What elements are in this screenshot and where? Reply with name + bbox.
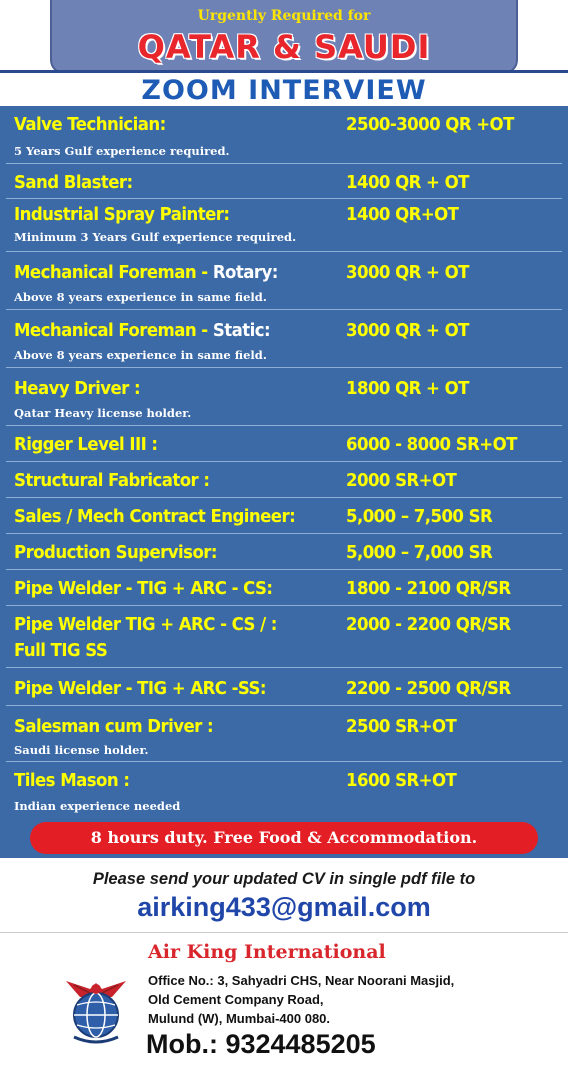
job-salary: 2000 SR+OT xyxy=(346,470,457,491)
job-title-line2: Full TIG SS xyxy=(14,640,108,661)
job-note: Qatar Heavy license holder. xyxy=(14,406,192,420)
job-salary: 2500-3000 QR +OT xyxy=(346,114,514,135)
job-title: Heavy Driver : xyxy=(14,378,141,399)
job-title: Tiles Mason : xyxy=(14,770,130,791)
job-row xyxy=(6,708,562,762)
zoom-interview-banner xyxy=(0,70,568,108)
job-row xyxy=(6,370,562,426)
job-row xyxy=(6,254,562,310)
job-salary: 3000 QR + OT xyxy=(346,320,469,341)
job-row xyxy=(6,312,562,368)
job-title: Sand Blaster: xyxy=(14,172,133,193)
job-note: Minimum 3 Years Gulf experience required. xyxy=(14,230,297,244)
company-footer xyxy=(0,932,568,1080)
duty-benefits-banner: 8 hours duty. Free Food & Accommodation. xyxy=(30,822,538,854)
contact-email[interactable]: airking433@gmail.com xyxy=(137,892,431,922)
job-title: Pipe Welder - TIG + ARC - CS: xyxy=(14,578,273,599)
job-salary: 1400 QR+OT xyxy=(346,204,459,225)
header-subtitle: Urgently Required for xyxy=(197,8,371,24)
job-title: Industrial Spray Painter: xyxy=(14,204,230,225)
job-title: Pipe Welder - TIG + ARC -SS: xyxy=(14,678,267,699)
job-salary: 2000 - 2200 QR/SR xyxy=(346,614,511,635)
header-tab xyxy=(50,0,518,74)
zoom-interview-text: ZOOM INTERVIEW xyxy=(141,75,427,106)
header-title: QATAR & SAUDI xyxy=(137,28,431,66)
job-row xyxy=(6,166,562,199)
address-line: Old Cement Company Road, xyxy=(148,992,324,1007)
job-salary: 2200 - 2500 QR/SR xyxy=(346,678,511,699)
job-title: Mechanical Foreman - Rotary: xyxy=(14,262,278,283)
cv-section xyxy=(0,858,568,932)
job-salary: 1800 QR + OT xyxy=(346,378,469,399)
job-salary: 5,000 – 7,500 SR xyxy=(346,506,493,527)
job-title: Structural Fabricator : xyxy=(14,470,210,491)
cv-instruction: Please send your updated CV in single pdf file to xyxy=(92,870,476,888)
job-note: Indian experience needed xyxy=(14,799,181,813)
air-king-logo-icon xyxy=(60,967,132,1045)
job-note: Saudi license holder. xyxy=(14,743,149,757)
job-note: 5 Years Gulf experience required. xyxy=(14,144,230,158)
job-note: Above 8 years experience in same field. xyxy=(14,290,267,304)
jobs-panel xyxy=(0,106,568,858)
job-row xyxy=(6,764,562,820)
job-row xyxy=(6,428,562,462)
job-row xyxy=(6,112,562,164)
address-line: Mulund (W), Mumbai-400 080. xyxy=(148,1011,331,1026)
company-name: Air King International xyxy=(148,941,386,963)
job-title: Mechanical Foreman - Static: xyxy=(14,320,271,341)
job-row xyxy=(6,464,562,498)
job-salary: 2500 SR+OT xyxy=(346,716,457,737)
mobile-number[interactable]: Mob.: 9324485205 xyxy=(146,1029,376,1059)
job-salary: 1400 QR + OT xyxy=(346,172,469,193)
job-row xyxy=(6,572,562,606)
job-salary: 3000 QR + OT xyxy=(346,262,469,283)
job-salary: 1600 SR+OT xyxy=(346,770,457,791)
job-title: Production Supervisor: xyxy=(14,542,217,563)
job-title: Sales / Mech Contract Engineer: xyxy=(14,506,296,527)
job-salary: 1800 - 2100 QR/SR xyxy=(346,578,511,599)
job-row xyxy=(6,608,562,668)
job-title: Valve Technician: xyxy=(14,114,166,135)
address-line: Office No.: 3, Sahyadri CHS, Near Noorani Masjid, xyxy=(148,973,455,988)
job-title: Salesman cum Driver : xyxy=(14,716,214,737)
job-row xyxy=(6,670,562,706)
job-title: Rigger Level III : xyxy=(14,434,158,455)
job-title: Pipe Welder TIG + ARC - CS / : xyxy=(14,614,277,635)
job-row xyxy=(6,200,562,252)
job-salary: 6000 - 8000 SR+OT xyxy=(346,434,517,455)
job-row xyxy=(6,536,562,570)
job-row xyxy=(6,500,562,534)
job-note: Above 8 years experience in same field. xyxy=(14,348,267,362)
job-salary: 5,000 – 7,000 SR xyxy=(346,542,493,563)
